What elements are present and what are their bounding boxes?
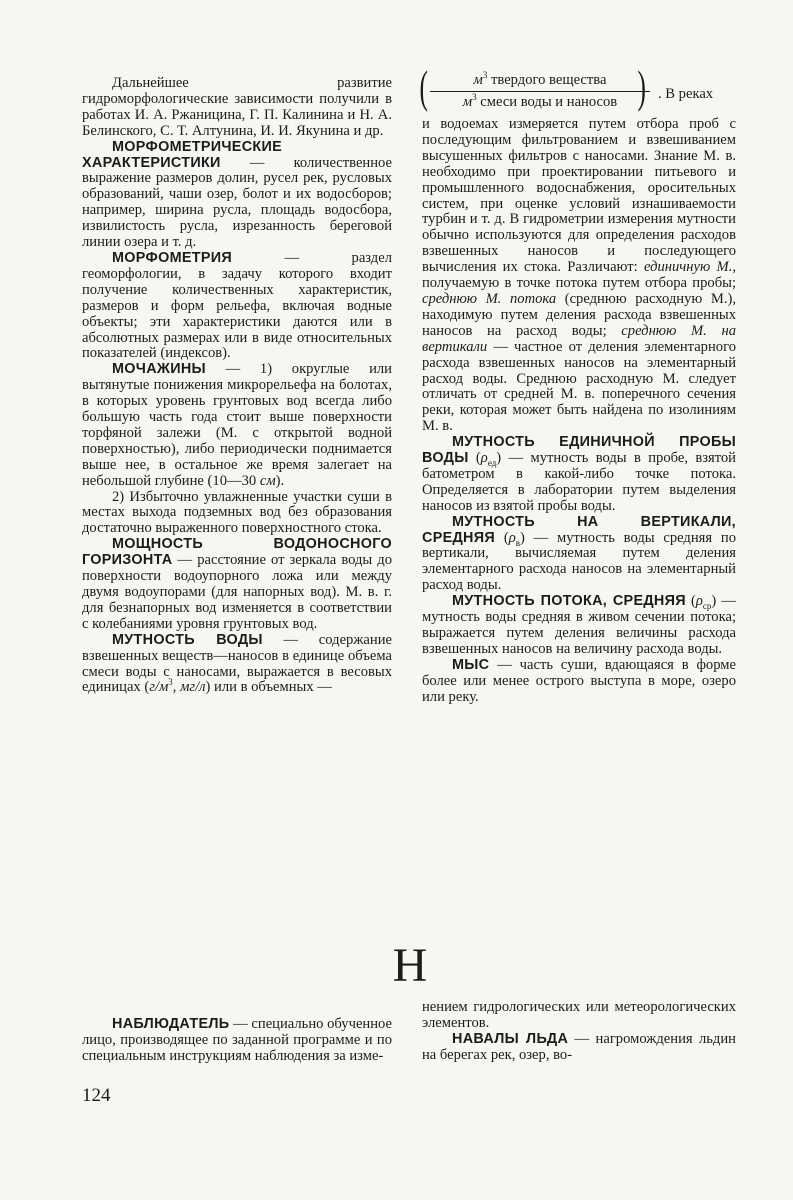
entry-vertical-mean-turbidity: МУТНОСТЬ НА ВЕРТИКАЛИ, СРЕДНЯЯ $(\rho_в)$ — мутность воды средняя по вертикали, вычисляемая путем деления элементарного расхода наносов на элементарный расход воды. — [422, 513, 736, 594]
entry-term: МУТНОСТЬ ПОТОКА, СРЕДНЯЯ — [452, 593, 686, 610]
entry-term: МОЧАЖИНЫ — [112, 361, 206, 378]
entry-ice-piles: НАВАЛЫ ЛЬДА — нагромождения льдин на берегах рек, озер, во- — [422, 1030, 736, 1063]
formula-right-paren: ) — [637, 61, 646, 112]
entry-aquifer-thickness: МОЩНОСТЬ ВОДОНОСНОГО ГОРИЗОНТА — расстояние от зеркала воды до поверхности водоупорного ложа или между двумя водоупорами (для напорных вод). М. в. г. для безнапорных вод изменяется в соответствии с колебаниями уровня грунтовых вод. — [82, 536, 392, 632]
right-column — [422, 117, 736, 706]
section-letter: Н — [392, 939, 428, 992]
entry-term: НАВАЛЫ ЛЬДА — [452, 1030, 569, 1047]
entry-morphometric-characteristics: МОРФОМЕТРИЧЕСКИЕ ХАРАКТЕРИСТИКИ — количественное выражение размеров долин, русел рек, русловых образований, чаши озер, болот и их водосборов; например, ширина русла, площадь водосбора, извилистость русла, изрезанность береговой линии озера и т. д. — [82, 138, 392, 251]
left-column — [82, 76, 392, 696]
formula-denominator: $м^3$ смеси воды и наносов — [430, 91, 650, 111]
entry-term: МУТНОСТЬ ЕДИНИЧНОЙ ПРОБЫ ВОДЫ — [422, 434, 736, 467]
entry-term: НАБЛЮДАТЕЛЬ — [112, 1016, 230, 1032]
intro-paragraph: Дальнейшее развитие гидроморфологические зависимости получили в работах И. А. Ржаницина, Г. П. Калинина и Н. А. Белинского, С. Т. Алтунина, И. И. Якунина и др. — [82, 75, 392, 139]
entry-mochazhiny: МОЧАЖИНЫ — 1) округлые или вытянутые понижения микрорельефа на болотах, в которых уровень грунтовых вод всегда либо большую часть года стоит выше поверхности торфяной залежи (М. с открытой водной поверхностью), либо периодически поднимается выше нее, в остальное же время залегает на небольшой глубине (10—30 см). — [82, 361, 392, 489]
bottom-left-column — [82, 1017, 392, 1065]
formula-tail: . В реках — [658, 86, 714, 102]
entry-term: МУТНОСТЬ НА ВЕРТИКАЛИ, СРЕДНЯЯ — [422, 513, 736, 546]
entry-observer: НАБЛЮДАТЕЛЬ — специально обученное лицо, производящее по заданной программе и по специальным инструкциям наблюдения за изме- — [82, 1016, 392, 1064]
entry-term: МОЩНОСТЬ ВОДОНОСНОГО ГОРИЗОНТА — [82, 536, 392, 569]
formula-fraction — [430, 72, 650, 111]
entry-flow-mean-turbidity: МУТНОСТЬ ПОТОКА, СРЕДНЯЯ $(\rho_{ср})$ — мутность воды средняя в живом сечении потока; выражается путем деления величины расхода взвешенных наносов на величину расхода воды. — [422, 593, 736, 657]
entry-morphometry: МОРФОМЕТРИЯ — раздел геоморфологии, в задачу которого входит получение количественных характеристик, размеров и форм рельефа, включая водные объекты; эти характеристики даются или в абсолютных размерах или в виде относительных показателей (индексов). — [82, 249, 392, 362]
observer-continuation: нением гидрологических или метеорологических элементов. — [422, 999, 736, 1031]
formula-numerator: $м^3$ твердого вещества — [473, 70, 607, 88]
entry-term: МЫС — [452, 656, 490, 673]
entry-term: МОРФОМЕТРИЯ — [112, 249, 233, 266]
page-number: 124 — [82, 1085, 111, 1106]
turbidity-continuation: и водоемах измеряется путем отбора проб с последующим фильтрованием и взвешиванием высушенных фильтров с наносами. Знание М. в. необходимо при проектировании питьевого и промышленного водоснабжения, оросительных систем, при оценке условий изнашиваемости турбин и т. д. В гидрометрии измерения мутности обычно используются для определения расходов взвешенных наносов и последующего вычисления их стока. Различают: единичную М., получаемую в точке потока путем отбора пробы; среднюю М. потока (среднюю расходную М.), находимую путем деления расхода взвешенных наносов на расход воды; среднюю М. на вертикали — частное от деления элементарного расхода взвешенных наносов на элементарный расход воды. Среднюю расходную М. следует отличать от средней М. в. поперечного сечения реки, которая может быть найдена по изолиниям М. в. — [422, 116, 736, 435]
entry-single-sample-turbidity: МУТНОСТЬ ЕДИНИЧНОЙ ПРОБЫ ВОДЫ $(\rho_{ед})$ — мутность воды в пробе, взятой батометром в какой-либо точке потока. Определяется в лаборатории путем выделения наносов из взятой пробы воды. — [422, 434, 736, 514]
entry-cape: МЫС — часть суши, вдающаяся в форме более или менее острого выступа в море, озеро или реку. — [422, 656, 736, 705]
entry-water-turbidity: МУТНОСТЬ ВОДЫ — содержание взвешенных веществ—наносов в единице объема смеси воды с наносами, выражается в весовых единицах ($г/м^3$, мг/л) или в объемных — — [82, 631, 392, 696]
entry-term: МУТНОСТЬ ВОДЫ — [112, 631, 263, 648]
turbidity-volume-formula — [419, 61, 738, 116]
bottom-right-column — [422, 1000, 736, 1064]
entry-mochazhiny-sense-2: 2) Избыточно увлажненные участки суши в местах выхода подземных вод без образования достаточно выраженного поверхностного стока. — [82, 488, 392, 537]
entry-term: МОРФОМЕТРИЧЕСКИЕ ХАРАКТЕРИСТИКИ — [82, 138, 283, 171]
formula-left-paren: ( — [419, 61, 428, 112]
